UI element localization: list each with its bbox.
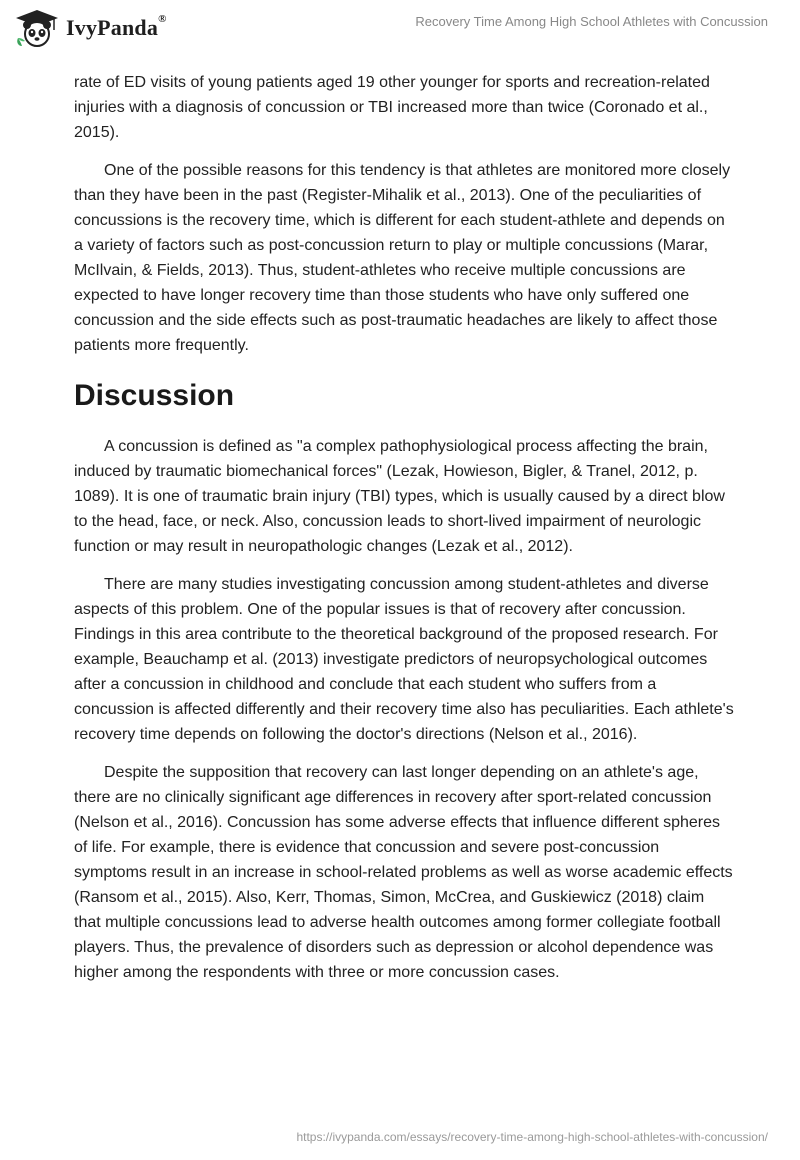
paragraph: Despite the supposition that recovery can last longer depending on an athlete's age, there are no clinically significant age differences in recovery after sport-related concussion (Nelson et al., 2016). Concussion has some adverse effects that influence different spheres of life. For example, there is evidence that concussion and severe post-concussion symptoms result in an increase in school-related problems as well as worse academic effects (Ransom et al., 2015). Also, Kerr, Thomas, Simon, McCrea, and Guskiewicz (2018) claim that multiple concussions lead to adverse health outcomes among former collegiate football players. Thus, the prevalence of disorders such as depression or alcohol dependence was higher among the respondents with three or more concussion cases. <box>74 764 733 981</box>
essay-body <box>74 70 734 998</box>
paragraph-continued: rate of ED visits of young patients aged 19 other younger for sports and recreation-related injuries with a diagnosis of concussion or TBI increased more than twice (Coronado et al., 2015). <box>74 74 710 141</box>
paragraph: One of the possible reasons for this tendency is that athletes are monitored more closely than they have been in the past (Register-Mihalik et al., 2013). One of the peculiarities of concussions is the recovery time, which is different for each student-athlete and depends on a variety of factors such as post-concussion return to play or multiple concussions (Marar, McIlvain, & Fields, 2013). Thus, student-athletes who receive multiple concussions are expected to have longer recovery time than those students who have only suffered one concussion and the side effects such as post-traumatic headaches are likely to affect those patients more frequently. <box>74 162 731 354</box>
paragraph: There are many studies investigating concussion among student-athletes and diverse aspects of this problem. One of the popular issues is that of recovery after concussion. Findings in this area contribute to the theoretical background of the proposed research. For example, Beauchamp et al. (2013) investigate predictors of neuropsychological outcomes after a concussion in childhood and conclude that each student who suffers from a concussion is affected differently and their recovery time also has peculiarities. Each athlete's recovery time depends on following the doctor's directions (Nelson et al., 2016). <box>74 576 734 743</box>
ivypanda-logo[interactable] <box>14 8 167 48</box>
registered-mark: ® <box>158 13 167 25</box>
page-header <box>0 0 800 62</box>
source-url-link[interactable]: https://ivypanda.com/essays/recovery-time-among-high-school-athletes-with-concussion/ <box>296 1130 768 1144</box>
paragraph: A concussion is defined as "a complex pathophysiological process affecting the brain, induced by traumatic biomechanical forces" (Lezak, Howieson, Bigler, & Tranel, 2012, p. 1089). It is one of traumatic brain injury (TBI) types, which is usually caused by a direct blow to the head, face, or neck. Also, concussion leads to short-lived impairment of neurologic function or may result in neuropathologic changes (Lezak et al., 2012). <box>74 438 725 555</box>
brand-name: IvyPanda® <box>66 13 167 40</box>
panda-graduation-cap-icon <box>14 8 60 48</box>
document-title: Recovery Time Among High School Athletes with Concussion <box>415 14 768 29</box>
section-heading: Discussion <box>74 379 235 412</box>
